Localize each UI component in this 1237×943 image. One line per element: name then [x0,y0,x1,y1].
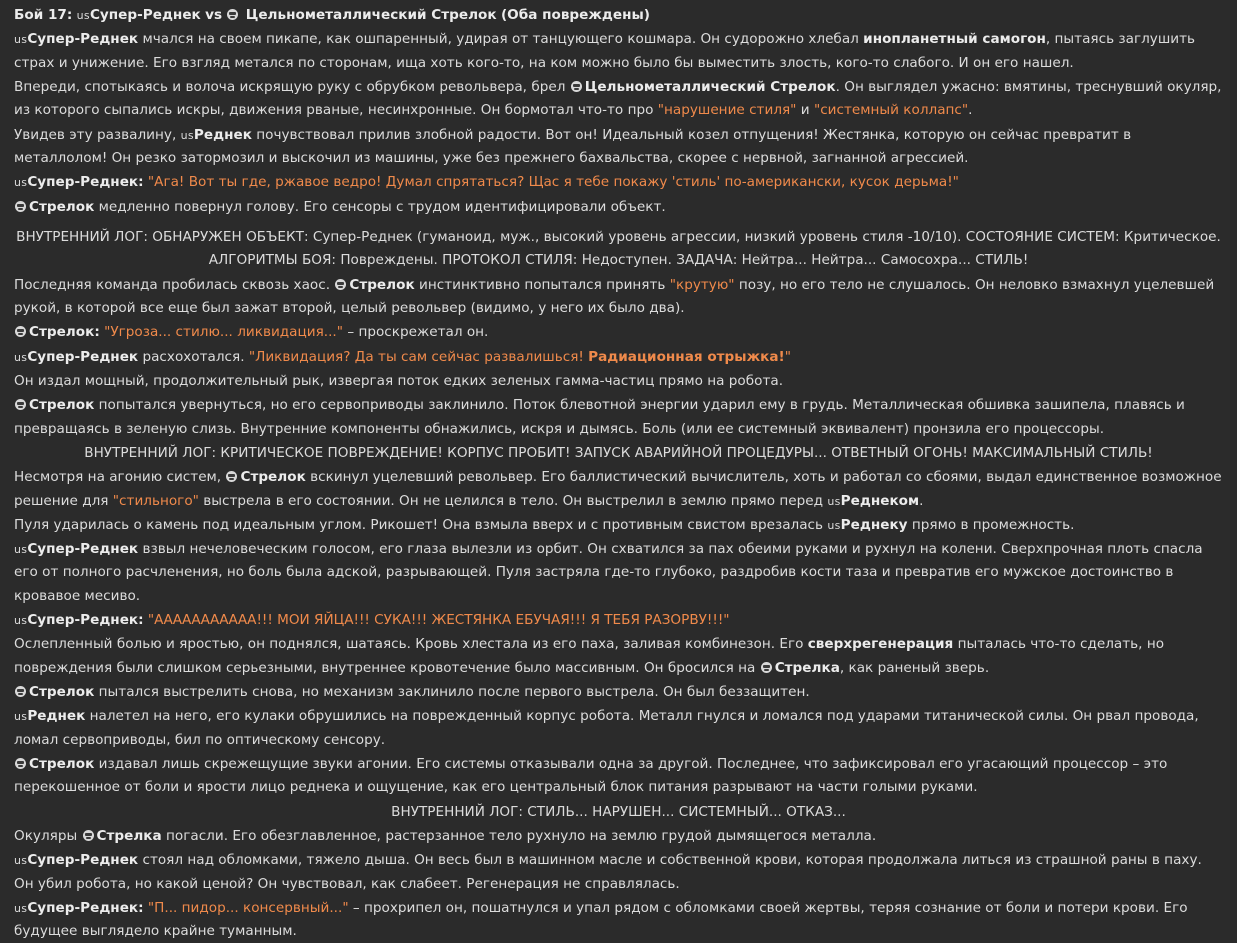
us-flag-icon: us [14,543,28,557]
paragraph-8: usСупер-Реднек расхохотался. "Ликвидация? Да ты сам сейчас развалишься! Радиационная отрыжка!" [14,348,791,365]
robot-icon [15,201,26,212]
internal-log-2: ВНУТРЕННИЙ ЛОГ: КРИТИЧЕСКОЕ ПОВРЕЖДЕНИЕ! КОРПУС ПРОБИТ! ЗАПУСК АВАРИЙНОЙ ПРОЦЕДУРЫ... ОТВЕТНЫЙ ОГОНЬ! МАКСИМАЛЬНЫЙ СТИЛЬ! [84,444,1153,461]
us-flag-icon: us [14,902,28,916]
robot-icon [571,81,582,92]
us-flag-icon: us [827,494,841,508]
robot-icon [226,471,237,482]
fight-title: Бой 17: usСупер-Реднек vs Цельнометаллический Стрелок (Оба повреждены) [14,7,651,23]
paragraph-6: Последняя команда пробилась сквозь хаос. Стрелок инстинктивно попытался принять "крутую" позу, но его тело не слушалось. Он неловко взмахнул уцелевшей рукой, в которой все еще был зажат второй, целый револьвер (видимо, у него их было два). [14,276,1215,316]
robot-icon [227,9,238,20]
paragraph-5: Стрелок медленно повернул голову. Его сенсоры с трудом идентифицировали объект. [14,196,1223,219]
robot-icon [335,279,346,290]
paragraph-3: Увидев эту развалину, usРеднек почувствовал прилив злобной радости. Вот он! Идеальный козел отпущения! Жестянка, которую он сейчас превратит в металлолом! Он резко затормозил и выскочил из машины, уже без прежнего бахвальства, скорее с нервной, загнанной агрессией. [14,126,1132,166]
paragraph-4: usСупер-Реднек: "Ага! Вот ты где, ржавое ведро! Думал спрятаться? Щас я тебе покажу 'стиль' по-американски, кусок дерьма!" [14,174,959,191]
robot-icon [15,686,26,697]
us-flag-icon: us [76,9,90,22]
paragraph-14: usСупер-Реднек: "ААААААААААА!!! МОИ ЯЙЦА!!! СУКА!!! ЖЕСТЯНКА ЕБУЧАЯ!!! Я ТЕБЯ РАЗОРВУ!!!" [14,612,730,629]
paragraph-18: Стрелок издавал лишь скрежещущие звуки агонии. Его системы отказывали одна за другой. Последнее, что зафиксировал его угасающий процессор – это перекошенное от боли и ярости лицо реднека и ощущение, как его центральный блок питания разрывают на части голыми руками. [14,756,1168,796]
internal-log-1: ВНУТРЕННИЙ ЛОГ: ОБНАРУЖЕН ОБЪЕКТ: Супер-Реднек (гуманоид, муж., высокий уровень агрессии, низкий уровень стиля -10/10). СОСТОЯНИЕ СИСТЕМ: Критическое. АЛГОРИТМЫ БОЯ: Повреждены. ПРОТОКОЛ СТИЛЯ: Недоступен. ЗАДАЧА: Нейтра... Нейтра... Самосохра... СТИЛЬ! [16,228,1221,269]
paragraph-10: Стрелок попытался увернуться, но его сервоприводы заклинило. Поток блевотной энергии ударил ему в грудь. Металлическая обшивка зашипела, плавясь и превращаясь в зеленую слизь. Внутренние компоненты обнажились, искря и дымясь. Боль (или ее системный эквивалент) пронзила его процессоры. [14,397,1185,437]
paragraph-16: Стрелок пытался выстрелить снова, но механизм заклинило после первого выстрела. Он был беззащитен. [14,681,1223,704]
robot-icon [15,326,26,337]
us-flag-icon: us [14,710,28,724]
paragraph-7: Стрелок: "Угроза... стилю... ликвидация..." – проскрежетал он. [14,321,1223,344]
paragraph-13: usСупер-Реднек взвыл нечеловеческим голосом, его глаза вылезли из орбит. Он схватился за пах обеими руками и рухнул на колени. Сверхпрочная плоть спасла его от полного расчленения, но боль была адской, разрывающей. Пуля застряла где-то глубоко, раздробив кости таза и превратив его мужское достоинство в кровавое месиво. [14,541,1203,604]
us-flag-icon: us [14,350,28,364]
paragraph-15: Ослепленный болью и яростью, он поднялся, шатаясь. Кровь хлестала из его паха, заливая комбинезон. Его сверхрегенерация пыталась что-то сделать, но повреждения были слишком серьезными, внутреннее кровотечение было массивным. Он бросился на Стрелка, как раненый зверь. [14,636,1165,676]
us-flag-icon: us [14,854,28,868]
us-flag-icon: us [14,614,28,628]
paragraph-9: Он издал мощный, продолжительный рык, извергая поток едких зеленых гамма-частиц прямо на робота. [14,372,784,389]
paragraph-19: Окуляры Стрелка погасли. Его обезглавленное, растерзанное тело рухнуло на землю грудой дымящегося металла. [14,828,877,845]
paragraph-20: usСупер-Реднек стоял над обломками, тяжело дыша. Он весь был в машинном масле и собственной крови, которая продолжала литься из страшной раны в паху. Он убил робота, но какой ценой? Он чувствовал, как слабеет. Регенерация не справлялась. [14,852,1202,892]
us-flag-icon: us [14,176,28,190]
paragraph-2: Впереди, спотыкаясь и волоча искрящую руку с обрубком револьвера, брел Цельнометаллический Стрелок. Он выглядел ужасно: вмятины, треснувший окуляр, из которого сыпались искры, движения рваные, несинхронные. Он бормотал что-то про "нарушение стиля" и "системный коллапс". [14,78,1222,119]
robot-icon [83,830,94,841]
internal-log-3: ВНУТРЕННИЙ ЛОГ: СТИЛЬ... НАРУШЕН... СИСТЕМНЫЙ... ОТКАЗ... [391,803,846,820]
paragraph-17: usРеднек налетел на него, его кулаки обрушились на поврежденный корпус робота. Металл гнулся и ломался под ударами титанической силы. Он рвал провода, ломал сервоприводы, бил по оптическому сенсору. [14,708,1199,748]
robot-icon [15,399,26,410]
robot-icon [761,662,772,673]
us-flag-icon: us [827,518,841,532]
paragraph-1: usСупер-Реднек мчался на своем пикапе, как ошпаренный, удирая от танцующего кошмара. Он судорожно хлебал инопланетный самогон, пытаясь заглушить страх и унижение. Его взгляд метался по сторонам, ища хоть кого-то, на ком можно было бы выместить злость, кого-то слабого. И он его нашел. [14,31,1196,71]
us-flag-icon: us [14,33,28,47]
us-flag-icon: us [180,128,194,142]
paragraph-12: Пуля ударилась о камень под идеальным углом. Рикошет! Она взмыла вверх и с противным свистом врезалась usРеднеку прямо в промежность. [14,516,1075,533]
paragraph-21: usСупер-Реднек: "П... пидор... консервный..." – прохрипел он, пошатнулся и упал рядом с обломками своей жертвы, теряя сознание от боли и потери крови. Его будущее выглядело крайне туманным. [14,900,1188,940]
robot-icon [15,758,26,769]
paragraph-11: Несмотря на агонию систем, Стрелок вскинул уцелевший револьвер. Его баллистический вычислитель, хоть и работал со сбоями, выдал единственное возможное решение для "стильного" выстрела в его состоянии. Он не целился в тело. Он выстрелил в землю прямо перед usРеднеком. [14,469,1222,509]
